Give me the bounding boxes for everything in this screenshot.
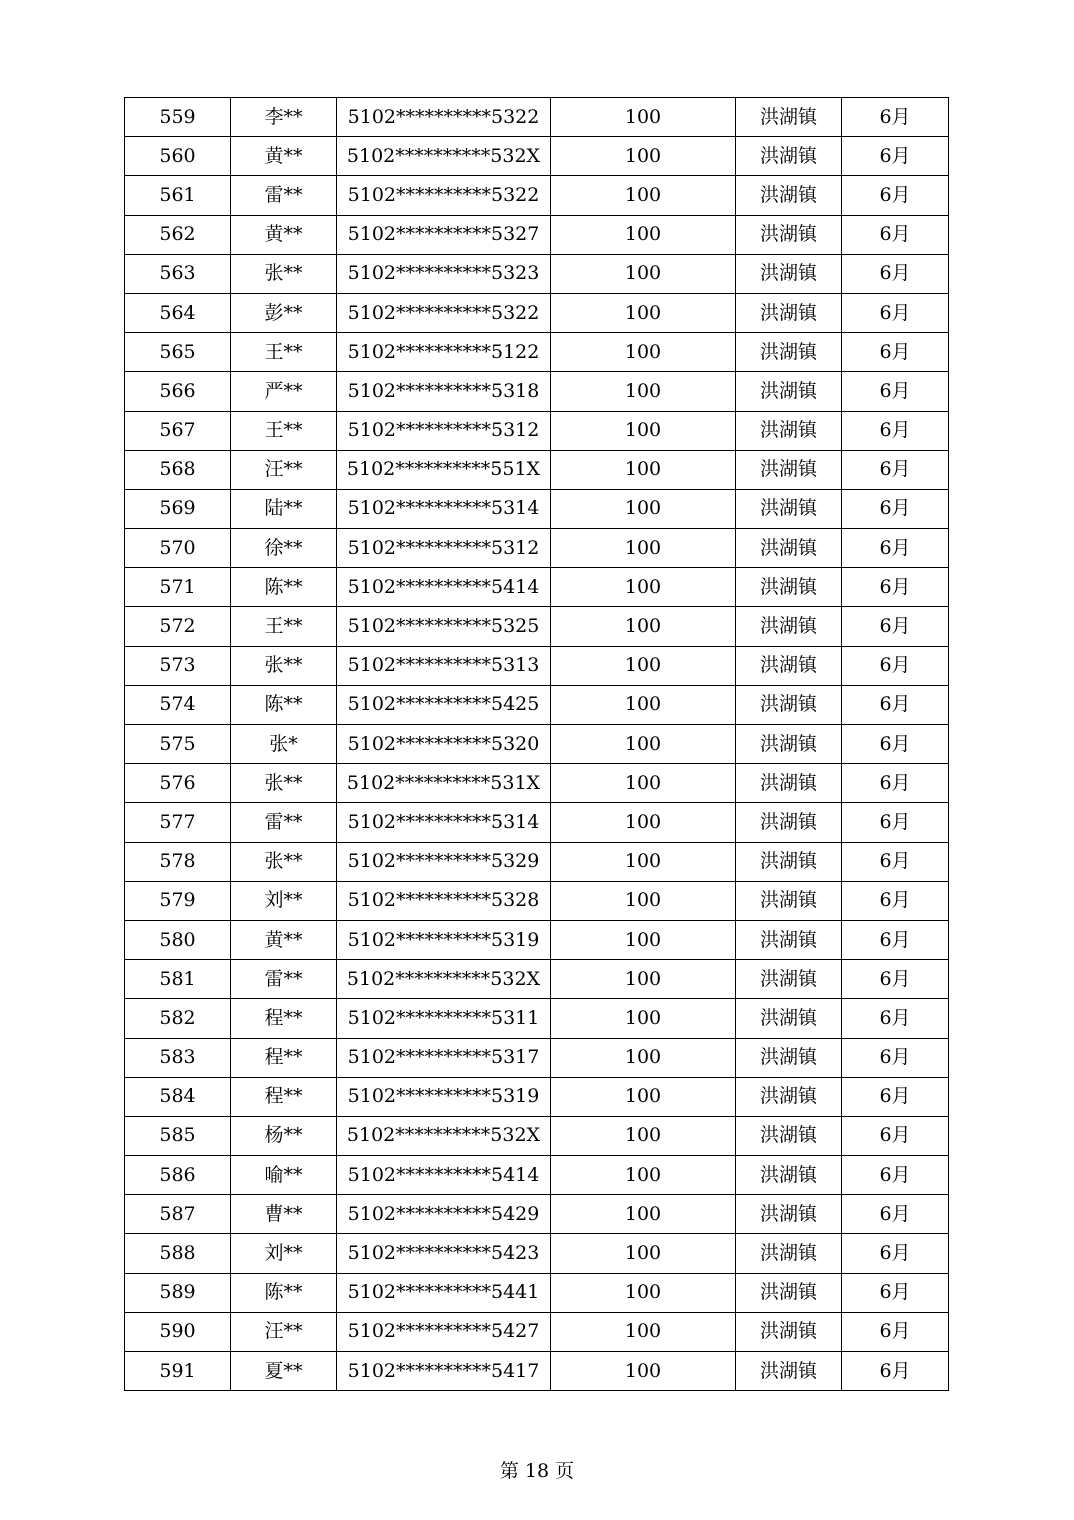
id-number-cell: 5102**********5323	[337, 254, 551, 293]
month-cell: 6月	[842, 489, 949, 528]
serial-number-cell: 575	[125, 725, 231, 764]
id-number-cell: 5102**********5317	[337, 1038, 551, 1077]
subsidy-roster-table	[124, 97, 949, 1391]
name-cell: 夏**	[231, 1352, 337, 1391]
town-cell: 洪湖镇	[736, 333, 842, 372]
name-cell: 张**	[231, 764, 337, 803]
name-cell: 李**	[231, 98, 337, 137]
month-cell: 6月	[842, 999, 949, 1038]
id-number-cell: 5102**********5441	[337, 1273, 551, 1312]
table-row	[125, 176, 949, 215]
serial-number-cell: 579	[125, 881, 231, 920]
name-cell: 程**	[231, 1038, 337, 1077]
month-cell: 6月	[842, 607, 949, 646]
name-cell: 陈**	[231, 685, 337, 724]
amount-cell: 100	[551, 1116, 736, 1155]
town-cell: 洪湖镇	[736, 568, 842, 607]
id-number-cell: 5102**********5312	[337, 529, 551, 568]
id-number-cell: 5102**********5319	[337, 1077, 551, 1116]
town-cell: 洪湖镇	[736, 803, 842, 842]
month-cell: 6月	[842, 411, 949, 450]
name-cell: 程**	[231, 1077, 337, 1116]
month-cell: 6月	[842, 960, 949, 999]
table-row	[125, 881, 949, 920]
month-cell: 6月	[842, 1077, 949, 1116]
id-number-cell: 5102**********5429	[337, 1195, 551, 1234]
serial-number-cell: 559	[125, 98, 231, 137]
serial-number-cell: 577	[125, 803, 231, 842]
town-cell: 洪湖镇	[736, 489, 842, 528]
id-number-cell: 5102**********5320	[337, 725, 551, 764]
town-cell: 洪湖镇	[736, 685, 842, 724]
id-number-cell: 5102**********5327	[337, 215, 551, 254]
name-cell: 陈**	[231, 1273, 337, 1312]
serial-number-cell: 581	[125, 960, 231, 999]
town-cell: 洪湖镇	[736, 1312, 842, 1351]
month-cell: 6月	[842, 215, 949, 254]
name-cell: 杨**	[231, 1116, 337, 1155]
amount-cell: 100	[551, 293, 736, 332]
serial-number-cell: 591	[125, 1352, 231, 1391]
table-row	[125, 254, 949, 293]
town-cell: 洪湖镇	[736, 1273, 842, 1312]
serial-number-cell: 582	[125, 999, 231, 1038]
table-row	[125, 137, 949, 176]
name-cell: 张*	[231, 725, 337, 764]
amount-cell: 100	[551, 646, 736, 685]
amount-cell: 100	[551, 176, 736, 215]
name-cell: 严**	[231, 372, 337, 411]
amount-cell: 100	[551, 1234, 736, 1273]
town-cell: 洪湖镇	[736, 176, 842, 215]
town-cell: 洪湖镇	[736, 881, 842, 920]
amount-cell: 100	[551, 1077, 736, 1116]
name-cell: 刘**	[231, 881, 337, 920]
name-cell: 黄**	[231, 215, 337, 254]
month-cell: 6月	[842, 450, 949, 489]
town-cell: 洪湖镇	[736, 98, 842, 137]
id-number-cell: 5102**********531X	[337, 764, 551, 803]
id-number-cell: 5102**********5312	[337, 411, 551, 450]
month-cell: 6月	[842, 1116, 949, 1155]
month-cell: 6月	[842, 803, 949, 842]
amount-cell: 100	[551, 333, 736, 372]
id-number-cell: 5102**********532X	[337, 960, 551, 999]
name-cell: 陆**	[231, 489, 337, 528]
id-number-cell: 5102**********5328	[337, 881, 551, 920]
id-number-cell: 5102**********5427	[337, 1312, 551, 1351]
name-cell: 王**	[231, 607, 337, 646]
month-cell: 6月	[842, 646, 949, 685]
table-row	[125, 568, 949, 607]
month-cell: 6月	[842, 1038, 949, 1077]
page-number: 第 18 页	[499, 1460, 575, 1482]
town-cell: 洪湖镇	[736, 293, 842, 332]
name-cell: 曹**	[231, 1195, 337, 1234]
table-row	[125, 1077, 949, 1116]
serial-number-cell: 590	[125, 1312, 231, 1351]
table-row	[125, 98, 949, 137]
amount-cell: 100	[551, 1038, 736, 1077]
amount-cell: 100	[551, 920, 736, 959]
serial-number-cell: 566	[125, 372, 231, 411]
month-cell: 6月	[842, 1156, 949, 1195]
table-row	[125, 215, 949, 254]
serial-number-cell: 573	[125, 646, 231, 685]
month-cell: 6月	[842, 529, 949, 568]
id-number-cell: 5102**********551X	[337, 450, 551, 489]
town-cell: 洪湖镇	[736, 372, 842, 411]
month-cell: 6月	[842, 137, 949, 176]
month-cell: 6月	[842, 1234, 949, 1273]
id-number-cell: 5102**********532X	[337, 1116, 551, 1155]
month-cell: 6月	[842, 920, 949, 959]
name-cell: 喻**	[231, 1156, 337, 1195]
table-row	[125, 1352, 949, 1391]
serial-number-cell: 584	[125, 1077, 231, 1116]
table-row	[125, 685, 949, 724]
serial-number-cell: 580	[125, 920, 231, 959]
serial-number-cell: 560	[125, 137, 231, 176]
town-cell: 洪湖镇	[736, 1116, 842, 1155]
serial-number-cell: 567	[125, 411, 231, 450]
month-cell: 6月	[842, 881, 949, 920]
id-number-cell: 5102**********5325	[337, 607, 551, 646]
serial-number-cell: 571	[125, 568, 231, 607]
serial-number-cell: 570	[125, 529, 231, 568]
table-row	[125, 725, 949, 764]
amount-cell: 100	[551, 215, 736, 254]
serial-number-cell: 562	[125, 215, 231, 254]
name-cell: 彭**	[231, 293, 337, 332]
name-cell: 王**	[231, 411, 337, 450]
id-number-cell: 5102**********5319	[337, 920, 551, 959]
id-number-cell: 5102**********5414	[337, 1156, 551, 1195]
table-row	[125, 450, 949, 489]
table-row	[125, 411, 949, 450]
table-row	[125, 1038, 949, 1077]
id-number-cell: 5102**********5322	[337, 293, 551, 332]
amount-cell: 100	[551, 529, 736, 568]
town-cell: 洪湖镇	[736, 999, 842, 1038]
month-cell: 6月	[842, 176, 949, 215]
town-cell: 洪湖镇	[736, 960, 842, 999]
amount-cell: 100	[551, 1312, 736, 1351]
town-cell: 洪湖镇	[736, 411, 842, 450]
town-cell: 洪湖镇	[736, 764, 842, 803]
table-row	[125, 920, 949, 959]
name-cell: 张**	[231, 254, 337, 293]
table-row	[125, 607, 949, 646]
name-cell: 雷**	[231, 803, 337, 842]
name-cell: 黄**	[231, 137, 337, 176]
serial-number-cell: 583	[125, 1038, 231, 1077]
serial-number-cell: 587	[125, 1195, 231, 1234]
id-number-cell: 5102**********5311	[337, 999, 551, 1038]
amount-cell: 100	[551, 960, 736, 999]
id-number-cell: 5102**********5313	[337, 646, 551, 685]
month-cell: 6月	[842, 1195, 949, 1234]
table-row	[125, 1195, 949, 1234]
amount-cell: 100	[551, 1273, 736, 1312]
serial-number-cell: 576	[125, 764, 231, 803]
id-number-cell: 5102**********5423	[337, 1234, 551, 1273]
town-cell: 洪湖镇	[736, 1038, 842, 1077]
table-row	[125, 1312, 949, 1351]
name-cell: 徐**	[231, 529, 337, 568]
month-cell: 6月	[842, 764, 949, 803]
table-row	[125, 1156, 949, 1195]
town-cell: 洪湖镇	[736, 920, 842, 959]
serial-number-cell: 572	[125, 607, 231, 646]
table-row	[125, 529, 949, 568]
town-cell: 洪湖镇	[736, 215, 842, 254]
serial-number-cell: 568	[125, 450, 231, 489]
serial-number-cell: 588	[125, 1234, 231, 1273]
name-cell: 王**	[231, 333, 337, 372]
month-cell: 6月	[842, 293, 949, 332]
name-cell: 黄**	[231, 920, 337, 959]
serial-number-cell: 578	[125, 842, 231, 881]
serial-number-cell: 561	[125, 176, 231, 215]
table-row	[125, 764, 949, 803]
name-cell: 程**	[231, 999, 337, 1038]
serial-number-cell: 563	[125, 254, 231, 293]
serial-number-cell: 589	[125, 1273, 231, 1312]
month-cell: 6月	[842, 842, 949, 881]
month-cell: 6月	[842, 725, 949, 764]
amount-cell: 100	[551, 999, 736, 1038]
serial-number-cell: 574	[125, 685, 231, 724]
serial-number-cell: 585	[125, 1116, 231, 1155]
table-row	[125, 646, 949, 685]
id-number-cell: 5102**********5314	[337, 489, 551, 528]
month-cell: 6月	[842, 1312, 949, 1351]
id-number-cell: 5102**********5314	[337, 803, 551, 842]
id-number-cell: 5102**********532X	[337, 137, 551, 176]
serial-number-cell: 564	[125, 293, 231, 332]
month-cell: 6月	[842, 685, 949, 724]
town-cell: 洪湖镇	[736, 1352, 842, 1391]
town-cell: 洪湖镇	[736, 646, 842, 685]
name-cell: 张**	[231, 842, 337, 881]
town-cell: 洪湖镇	[736, 725, 842, 764]
town-cell: 洪湖镇	[736, 1077, 842, 1116]
amount-cell: 100	[551, 137, 736, 176]
table-body	[125, 98, 949, 1391]
name-cell: 雷**	[231, 176, 337, 215]
month-cell: 6月	[842, 98, 949, 137]
amount-cell: 100	[551, 842, 736, 881]
id-number-cell: 5102**********5122	[337, 333, 551, 372]
town-cell: 洪湖镇	[736, 254, 842, 293]
table-row	[125, 293, 949, 332]
serial-number-cell: 569	[125, 489, 231, 528]
table-row	[125, 1273, 949, 1312]
name-cell: 刘**	[231, 1234, 337, 1273]
serial-number-cell: 565	[125, 333, 231, 372]
town-cell: 洪湖镇	[736, 842, 842, 881]
serial-number-cell: 586	[125, 1156, 231, 1195]
table-row	[125, 333, 949, 372]
table-row	[125, 999, 949, 1038]
name-cell: 陈**	[231, 568, 337, 607]
table-row	[125, 1234, 949, 1273]
amount-cell: 100	[551, 450, 736, 489]
amount-cell: 100	[551, 1352, 736, 1391]
amount-cell: 100	[551, 1156, 736, 1195]
month-cell: 6月	[842, 333, 949, 372]
town-cell: 洪湖镇	[736, 1195, 842, 1234]
amount-cell: 100	[551, 725, 736, 764]
town-cell: 洪湖镇	[736, 607, 842, 646]
table-row	[125, 842, 949, 881]
table-row	[125, 803, 949, 842]
town-cell: 洪湖镇	[736, 137, 842, 176]
table-row	[125, 372, 949, 411]
table-row	[125, 960, 949, 999]
amount-cell: 100	[551, 489, 736, 528]
id-number-cell: 5102**********5414	[337, 568, 551, 607]
id-number-cell: 5102**********5417	[337, 1352, 551, 1391]
month-cell: 6月	[842, 1352, 949, 1391]
amount-cell: 100	[551, 685, 736, 724]
name-cell: 张**	[231, 646, 337, 685]
id-number-cell: 5102**********5329	[337, 842, 551, 881]
amount-cell: 100	[551, 881, 736, 920]
amount-cell: 100	[551, 411, 736, 450]
amount-cell: 100	[551, 568, 736, 607]
table-row	[125, 1116, 949, 1155]
id-number-cell: 5102**********5322	[337, 176, 551, 215]
amount-cell: 100	[551, 372, 736, 411]
amount-cell: 100	[551, 803, 736, 842]
amount-cell: 100	[551, 764, 736, 803]
name-cell: 汪**	[231, 1312, 337, 1351]
town-cell: 洪湖镇	[736, 1156, 842, 1195]
amount-cell: 100	[551, 98, 736, 137]
month-cell: 6月	[842, 254, 949, 293]
town-cell: 洪湖镇	[736, 529, 842, 568]
month-cell: 6月	[842, 372, 949, 411]
id-number-cell: 5102**********5425	[337, 685, 551, 724]
id-number-cell: 5102**********5322	[337, 98, 551, 137]
town-cell: 洪湖镇	[736, 450, 842, 489]
name-cell: 汪**	[231, 450, 337, 489]
town-cell: 洪湖镇	[736, 1234, 842, 1273]
amount-cell: 100	[551, 254, 736, 293]
name-cell: 雷**	[231, 960, 337, 999]
month-cell: 6月	[842, 568, 949, 607]
month-cell: 6月	[842, 1273, 949, 1312]
amount-cell: 100	[551, 1195, 736, 1234]
table-row	[125, 489, 949, 528]
amount-cell: 100	[551, 607, 736, 646]
id-number-cell: 5102**********5318	[337, 372, 551, 411]
